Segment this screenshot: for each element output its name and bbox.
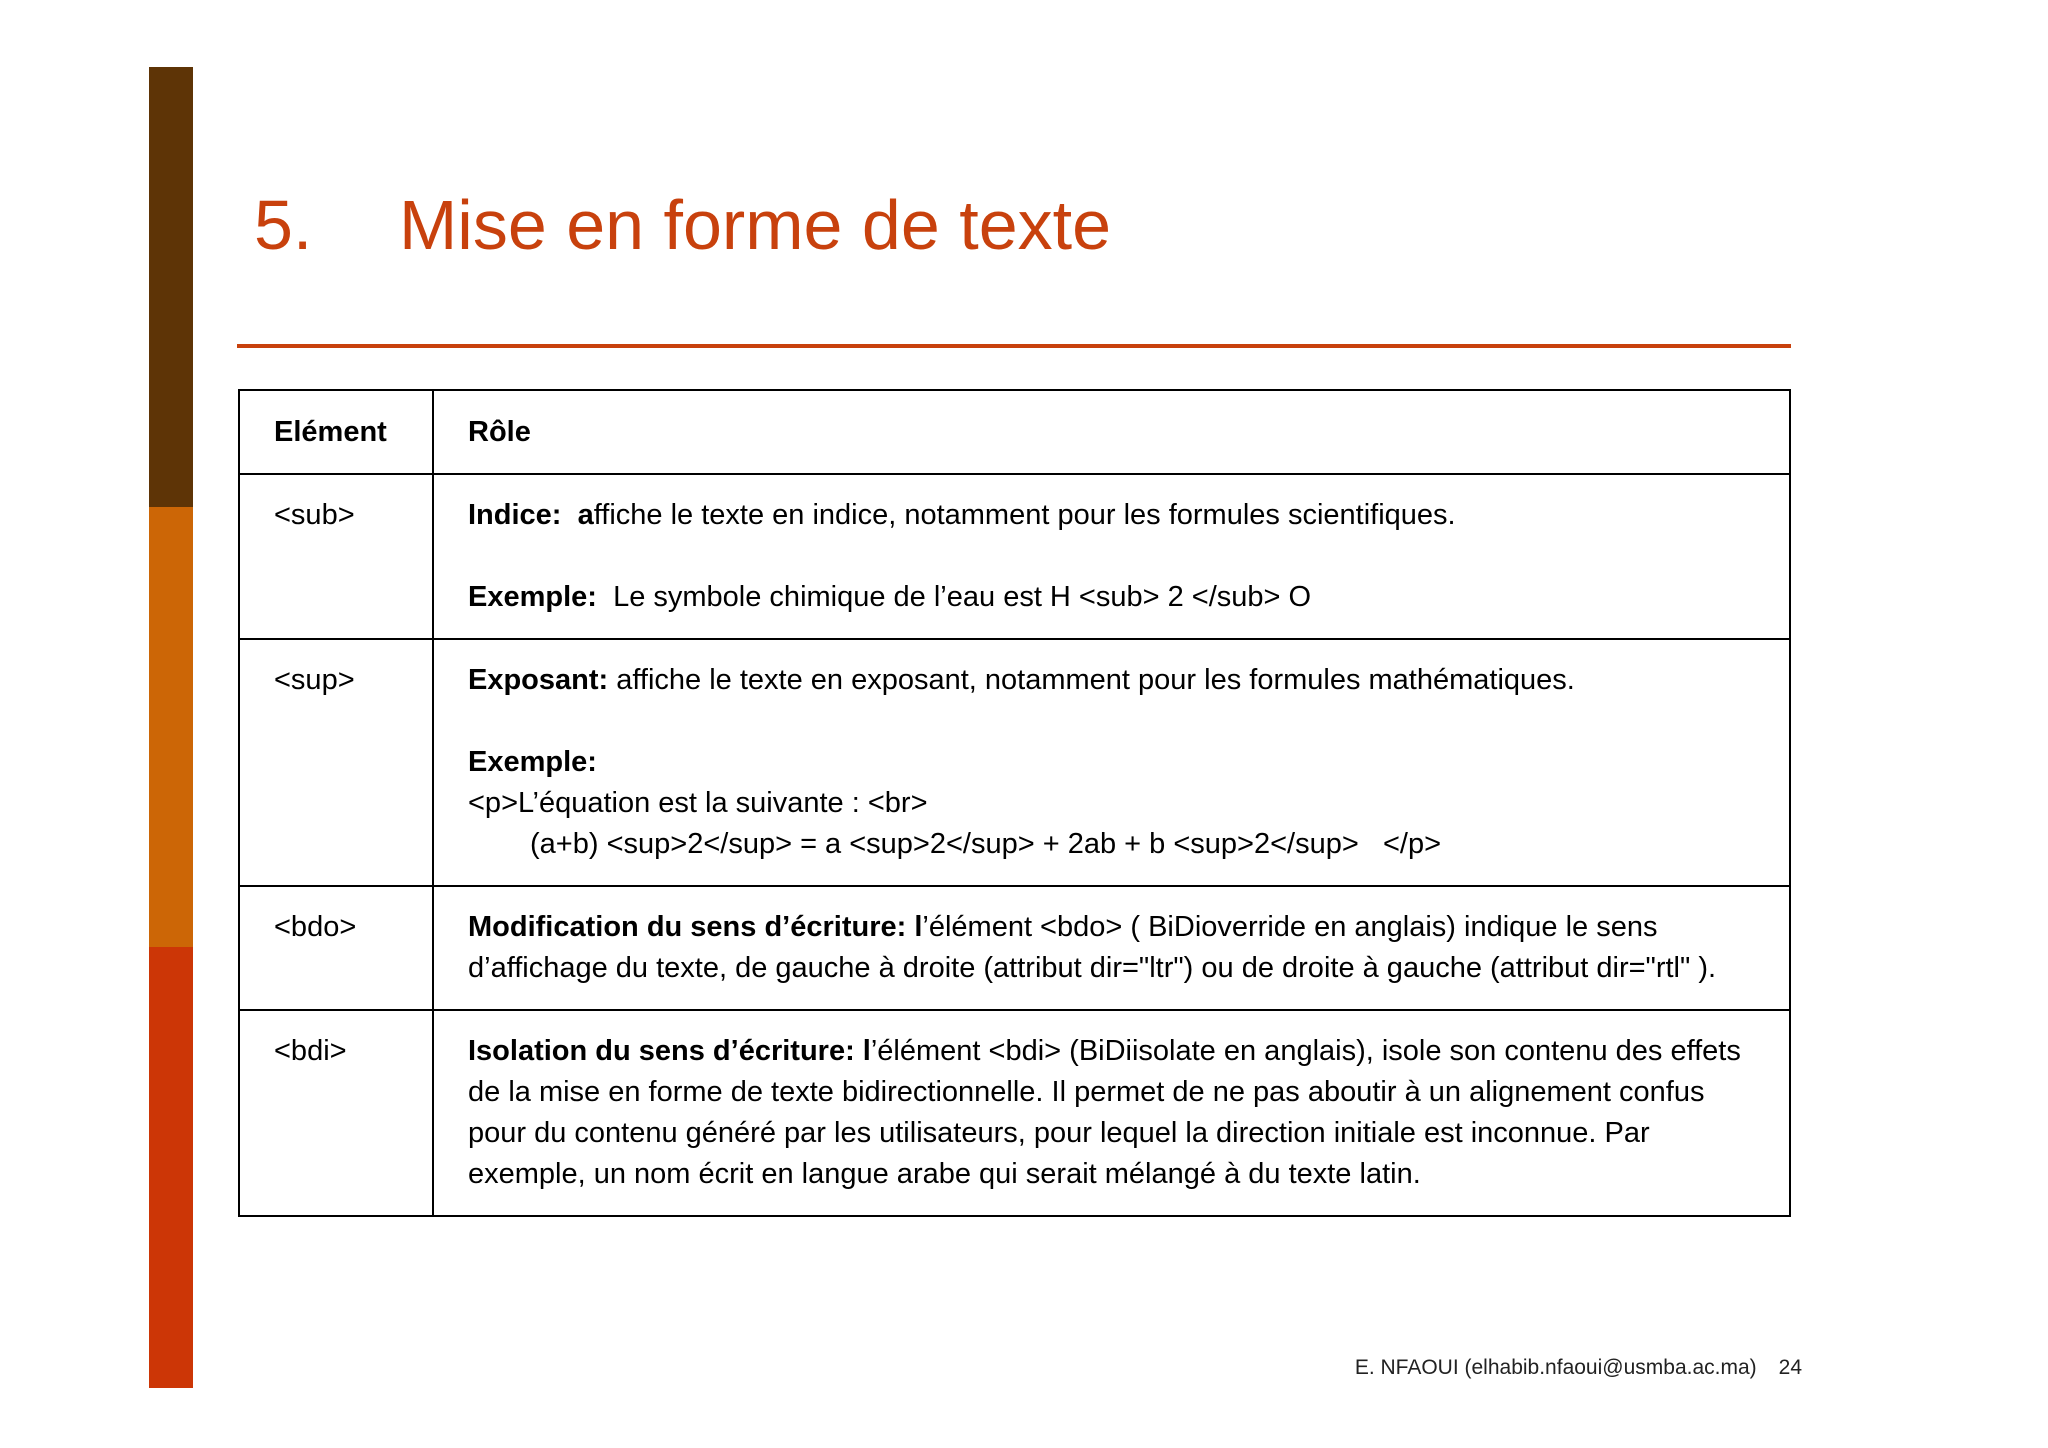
accent-bar-top <box>149 67 193 507</box>
role-description <box>468 495 1755 536</box>
table-row-sup <box>239 639 1790 886</box>
element-cell: <bdi> <box>239 1010 433 1216</box>
title-underline <box>237 344 1791 348</box>
table-row-bdi <box>239 1010 1790 1216</box>
table-row-bdo <box>239 886 1790 1010</box>
elements-table <box>238 389 1791 1217</box>
example-label-text: Exemple: <box>468 746 597 778</box>
table-row-sub <box>239 474 1790 639</box>
example-text: Le symbole chimique de l’eau est H <sub> 2 </sub> O <box>613 581 1312 613</box>
role-title: Isolation du sens d’écriture: l <box>468 1035 871 1067</box>
role-example <box>468 577 1755 618</box>
role-text: affiche le texte en exposant, notamment pour les formules mathématiques. <box>616 664 1575 696</box>
slide-footer <box>1355 1356 1802 1380</box>
role-title: Indice: <box>468 499 562 531</box>
role-text: ’élément <bdo> ( BiDioverride en anglais) indique le sens d’affichage du texte, de gauche à droite (attribut dir="ltr") ou de droite à gauche (attribut dir="rtl" ). <box>468 911 1717 984</box>
page-number: 24 <box>1778 1356 1802 1379</box>
slide-title <box>254 186 1111 264</box>
example-code-line-2: (a+b) <sup>2</sup> = a <sup>2</sup> + 2ab + b <sup>2</sup> </p> <box>530 828 1442 860</box>
header-element: Elément <box>239 390 433 474</box>
element-cell: <sup> <box>239 639 433 886</box>
role-cell <box>433 474 1790 639</box>
spacer <box>468 701 1755 742</box>
spacer <box>468 536 1755 577</box>
header-role: Rôle <box>433 390 1790 474</box>
role-cell <box>433 886 1790 1010</box>
element-cell: <bdo> <box>239 886 433 1010</box>
role-cell <box>433 639 1790 886</box>
accent-bar-middle <box>149 507 193 947</box>
role-title-extra: a <box>577 499 594 531</box>
role-title: Exposant: <box>468 664 609 696</box>
table-header-row <box>239 390 1790 474</box>
example-label <box>468 742 1755 783</box>
accent-bar-bottom <box>149 947 193 1388</box>
example-code-line-1: <p>L’équation est la suivante : <br> <box>468 787 928 819</box>
role-title: Modification du sens d’écriture: l <box>468 911 923 943</box>
role-cell <box>433 1010 1790 1216</box>
role-text: ffiche le texte en indice, notamment pour les formules scientifiques. <box>593 499 1456 531</box>
role-description <box>468 660 1755 701</box>
footer-author: E. NFAOUI (elhabib.nfaoui@usmba.ac.ma) <box>1354 1356 1757 1379</box>
element-cell: <sub> <box>239 474 433 639</box>
example-label: Exemple: <box>468 581 597 613</box>
slide-section-number: 5. <box>254 186 313 264</box>
role-text: ’élément <bdi> (BiDiisolate en anglais), isole son contenu des effets de la mise en forme de texte bidirectionnelle. Il permet de ne pas aboutir à un alignement confus pour du contenu généré par les utilisateurs, pour lequel la direction initiale est inconnue. Par exemple, un nom écrit en langue arabe qui serait mélangé à du texte latin. <box>468 1035 1741 1190</box>
slide-title-text: Mise en forme de texte <box>399 186 1111 264</box>
